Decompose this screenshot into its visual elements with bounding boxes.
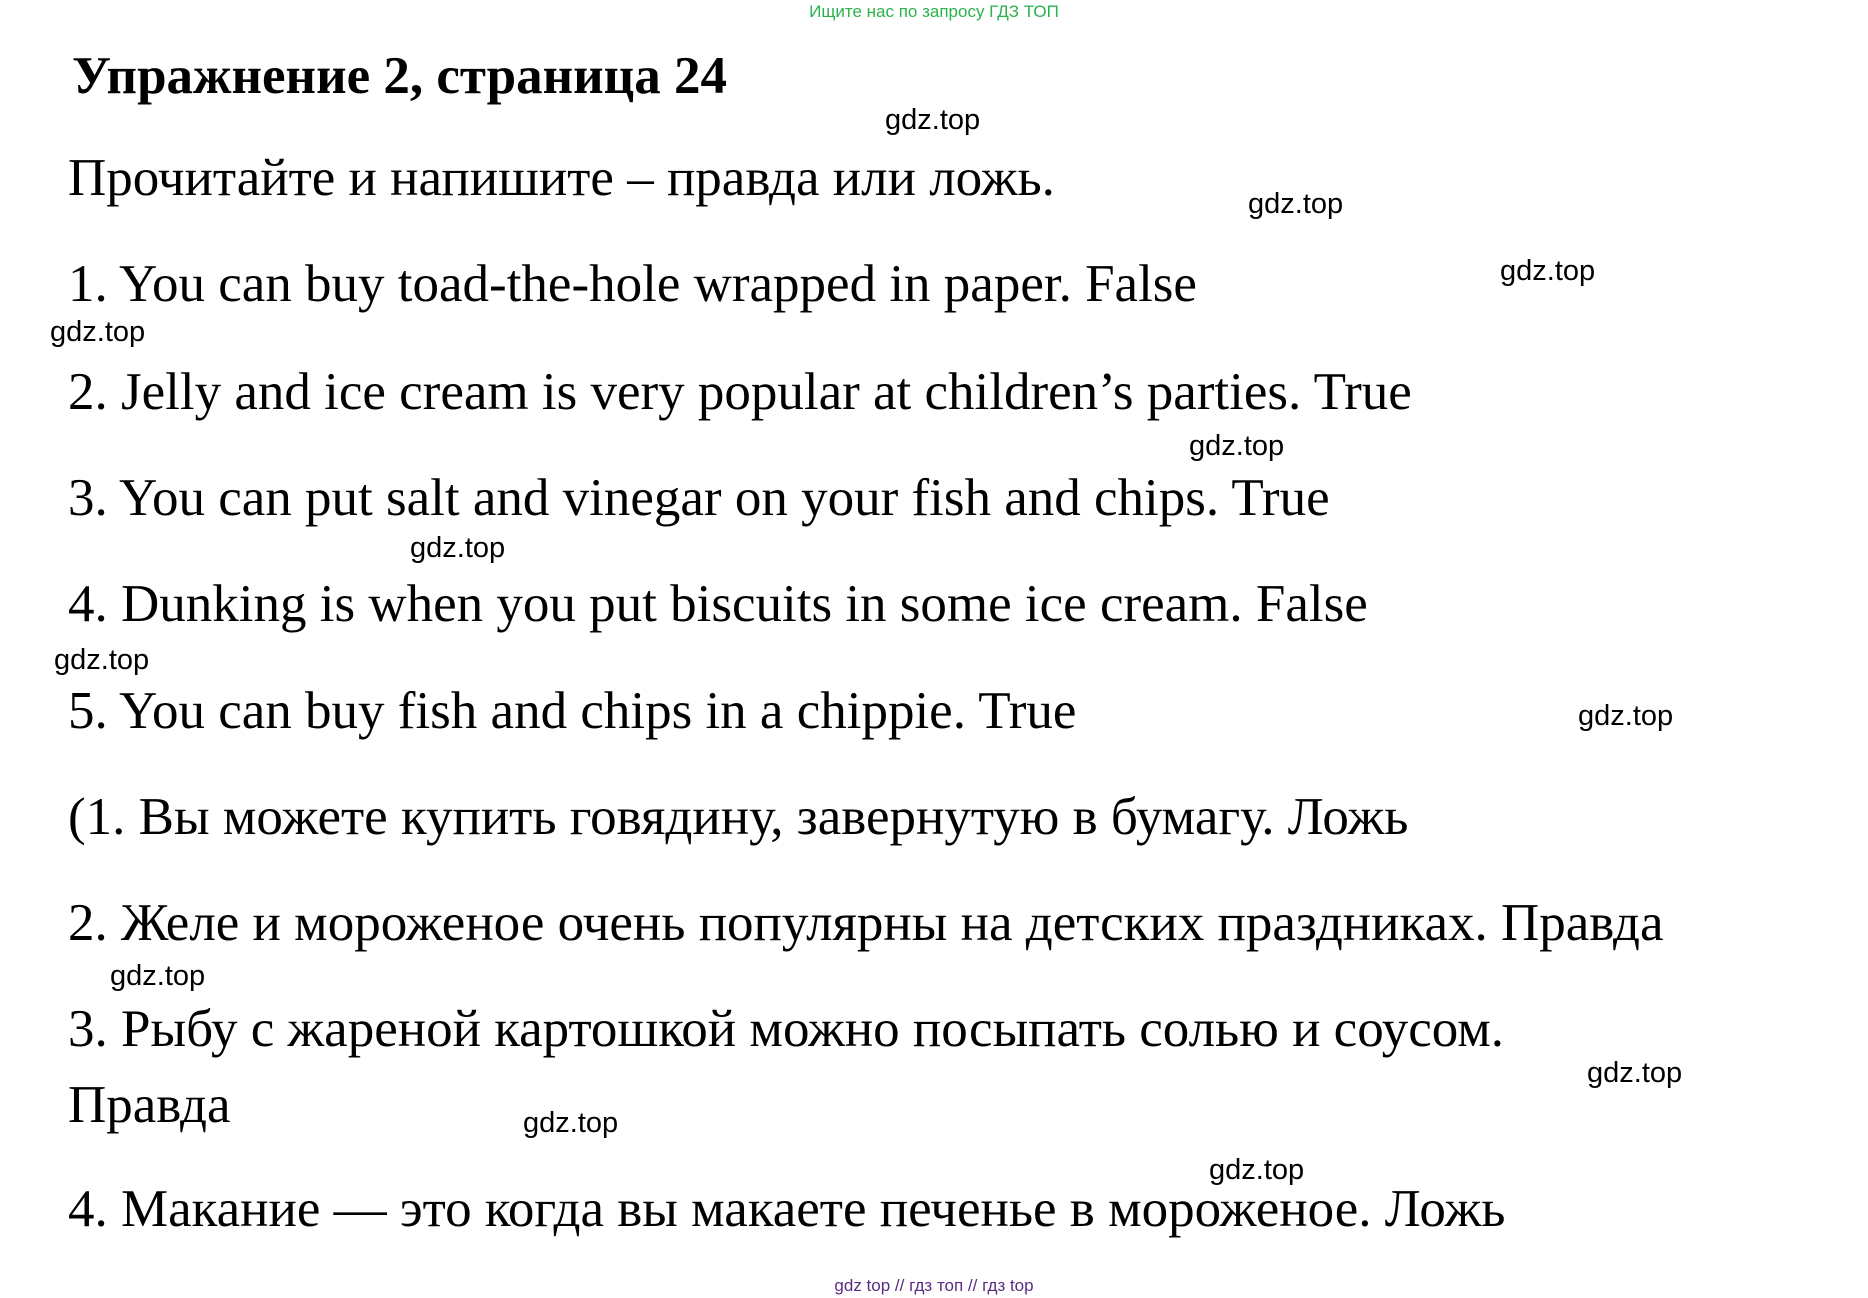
answer-en-3: 3. You can put salt and vinegar on your fish and chips. True [68,469,1330,527]
answer-en-4: 4. Dunking is when you put biscuits in some ice cream. False [68,575,1368,633]
watermark: gdz.top [523,1107,619,1139]
watermark: gdz.top [1209,1154,1305,1186]
answer-ru-4: 4. Макание — это когда вы макаете печенье в мороженое. Ложь [68,1180,1506,1238]
answer-ru-2: 2. Желе и мороженое очень популярны на детских праздниках. Правда [68,894,1664,952]
answer-ru-1: (1. Вы можете купить говядину, завернутую в бумагу. Ложь [68,788,1409,846]
watermark: gdz.top [1189,430,1285,462]
answer-ru-3-continued: Правда [68,1076,231,1134]
watermark: gdz.top [1578,700,1674,732]
watermark: gdz.top [110,960,206,992]
answer-en-2: 2. Jelly and ice cream is very popular at children’s parties. True [68,363,1412,421]
instruction-text: Прочитайте и напишите – правда или ложь. [68,149,1055,207]
watermark: gdz.top [1500,255,1596,287]
watermark: gdz.top [50,316,146,348]
watermark: gdz.top [54,644,150,676]
watermark: gdz.top [1248,188,1344,220]
page-title: Упражнение 2, страница 24 [72,47,727,105]
answer-ru-3: 3. Рыбу с жареной картошкой можно посыпать солью и соусом. [68,1000,1504,1058]
watermark: gdz.top [410,532,506,564]
footer-watermark: gdz top // гдз топ // гдз top [834,1276,1034,1295]
watermark: gdz.top [1587,1057,1683,1089]
answer-en-5: 5. You can buy fish and chips in a chippie. True [68,682,1077,740]
watermark: gdz.top [885,104,981,136]
answer-en-1: 1. You can buy toad-the-hole wrapped in paper. False [68,255,1197,313]
header-banner: Ищите нас по запросу ГДЗ ТОП [809,2,1059,21]
